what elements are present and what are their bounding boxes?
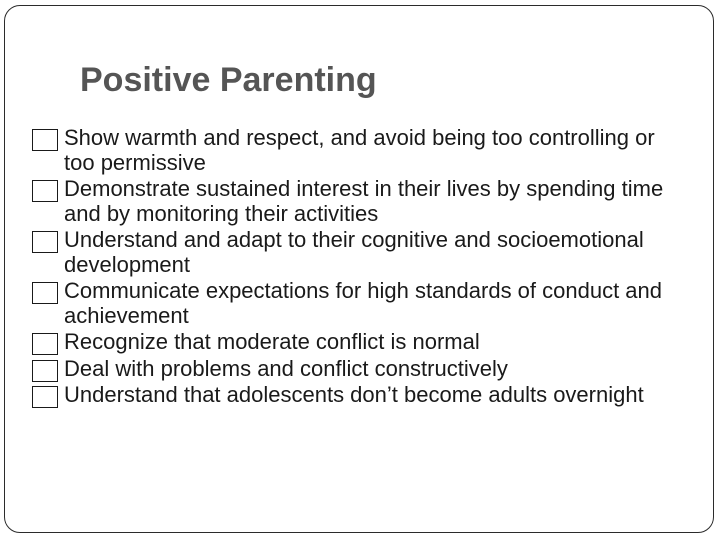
missing-glyph-box-icon [32,282,58,304]
bullet-item [30,177,670,226]
bullet-text: Deal with problems and conflict constructively [64,355,508,381]
bullet-item [30,357,670,382]
bullet-item [30,383,670,408]
missing-glyph-box-icon [32,231,58,253]
bullet-item [30,330,670,355]
bullet-item [30,228,670,277]
bullet-text: Communicate expectations for high standards of conduct and achievement [64,278,663,328]
missing-glyph-box-icon [32,333,58,355]
bullet-list [30,126,670,410]
missing-glyph-box-icon [32,129,58,151]
missing-glyph-box-icon [32,180,58,202]
bullet-item [30,126,670,175]
slide-title: Positive Parenting [80,61,377,99]
missing-glyph-box-icon [32,360,58,382]
bullet-text: Understand that adolescents don’t become adults overnight [64,382,644,407]
bullet-text: Show warmth and respect, and avoid being too controlling or too permissive [64,125,655,175]
missing-glyph-box-icon [32,386,58,408]
bullet-text: Understand and adapt to their cognitive and socioemotional development [64,227,644,277]
bullet-text: Recognize that moderate conflict is normal [64,329,480,354]
bullet-item [30,279,670,328]
bullet-text: Demonstrate sustained interest in their lives by spending time and by monitoring their activities [64,176,664,226]
